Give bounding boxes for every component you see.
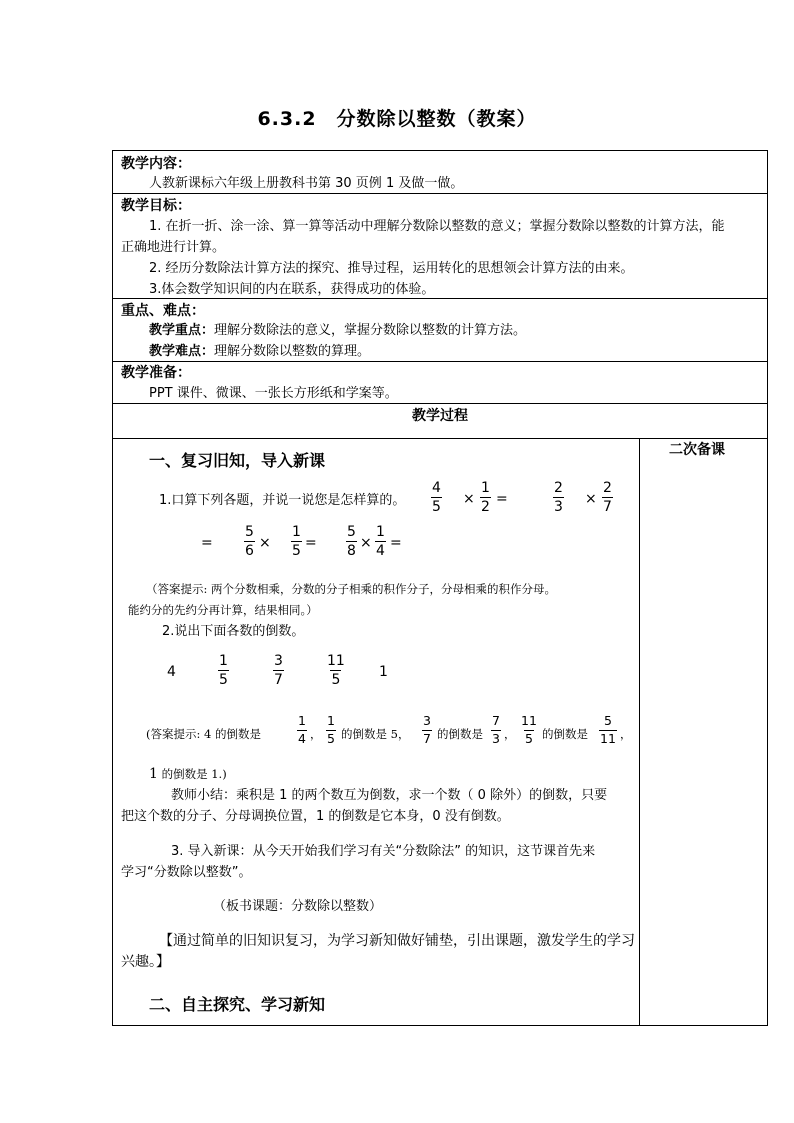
fraction: $\frac{1}{5}$ (219, 653, 228, 688)
goal-item-1-cont: 正确地进行计算。 (121, 240, 226, 255)
fraction: $\frac{3}{7}$ (423, 713, 431, 746)
fraction: $\frac{2}{3}$ (554, 480, 563, 515)
process-heading: 教学过程 (412, 408, 468, 424)
focus-label: 教学重点： (149, 323, 215, 338)
fraction: $\frac{2}{7}$ (603, 480, 612, 515)
q2-hint-text: 的倒数是 1.) (161, 767, 227, 781)
fraction: $\frac{5}{8}$ (347, 524, 356, 559)
row-divider (113, 403, 767, 404)
lesson-plan-table (112, 150, 768, 1026)
q2-hint-line2 (149, 767, 227, 781)
document-title: 6.3.2 分数除以整数（教案） (257, 108, 537, 130)
row-divider (113, 438, 767, 439)
prep-heading: 教学准备： (121, 365, 191, 381)
side-column-heading: 二次备课 (669, 442, 725, 458)
reciprocal-item: 4 (167, 664, 176, 680)
fraction: $\frac{11}{5}$ (327, 653, 345, 688)
difficulty-label: 教学难点： (149, 344, 215, 359)
q2-hint-text: 的倒数是 5， (341, 727, 410, 741)
fraction: $\frac{11}{5}$ (521, 713, 537, 746)
teacher-summary-line1: 教师小结：乘积是 1 的两个数互为倒数，求一个数（ 0 除外）的倒数，只要 (171, 788, 608, 803)
content-heading: 教学内容： (121, 156, 191, 172)
fraction: $\frac{1}{5}$ (327, 713, 335, 746)
times-sign: × (360, 535, 372, 551)
fraction: $\frac{3}{7}$ (274, 653, 283, 688)
prep-text: PPT 课件、微课、一张长方形纸和学案等。 (149, 386, 398, 401)
q2-hint-number: 1 (149, 766, 158, 782)
difficulty-text: 理解分数除以整数的算理。 (214, 344, 371, 359)
q2-hint-text: 的倒数是 (437, 727, 483, 741)
equals-sign: = (305, 535, 317, 551)
q2-hint-end: ， (620, 727, 632, 741)
fraction: $\frac{5}{6}$ (245, 524, 254, 559)
reciprocal-item: 1 (379, 664, 388, 680)
design-remark-line1: 【通过简单的旧知识复习，为学习新知做好铺垫，引出课题，激发学生的学习 (159, 933, 635, 949)
column-divider (639, 438, 640, 1025)
content-text: 人教新课标六年级上册教科书第 30 页例 1 及做一做。 (149, 176, 464, 191)
question-3-line1: 3. 导入新课：从今天开始我们学习有关“分数除法” 的知识，这节课首先来 (171, 844, 596, 859)
equals-sign: = (496, 491, 508, 507)
goal-item-2: 2. 经历分数除法计算方法的探究、推导过程，运用转化的思想领会计算方法的由来。 (149, 261, 634, 276)
key-points-heading: 重点、难点： (121, 303, 205, 319)
row-divider (113, 361, 767, 362)
goal-item-1: 1. 在折一折、涂一涂、算一算等活动中理解分数除以整数的意义；掌握分数除以整数的计算方法，能 (149, 219, 725, 234)
goal-item-3: 3.体会数学知识间的内在联系，获得成功的体验。 (149, 282, 435, 297)
q2-hint-text: 的倒数是 (542, 727, 588, 741)
equals-sign: = (390, 535, 402, 551)
section1-title: 一、复习旧知，导入新课 (149, 451, 326, 470)
fraction: $\frac{7}{3}$ (492, 713, 500, 746)
fraction: $\frac{5}{11}$ (600, 713, 616, 746)
section2-title: 二、自主探究、学习新知 (149, 995, 326, 1014)
q2-hint-prefix: (答案提示: 4 的倒数是 (146, 727, 261, 741)
question-1-text: 1.口算下列各题，并说一说您是怎样算的。 (159, 493, 406, 508)
times-sign: × (259, 535, 271, 551)
teacher-summary-line2: 把这个数的分子、分母调换位置，1 的倒数是它本身，0 没有倒数。 (121, 809, 510, 824)
board-title: （板书课题：分数除以整数） (213, 899, 383, 914)
fraction: $\frac{1}{5}$ (292, 524, 301, 559)
row-divider (113, 193, 767, 194)
times-sign: × (585, 491, 597, 507)
fraction: $\frac{1}{4}$ (298, 713, 306, 746)
q2-hint-sep: ， (504, 727, 516, 741)
question-3-line2: 学习“分数除以整数”。 (121, 865, 252, 880)
difficulty-row (149, 345, 370, 358)
fraction: $\frac{4}{5}$ (432, 480, 441, 515)
q1-hint-line1: （答案提示: 两个分数相乘，分数的分子相乘的积作分子，分母相乘的积作分母。 (146, 582, 557, 596)
fraction: $\frac{1}{4}$ (376, 524, 385, 559)
focus-text: 理解分数除法的意义，掌握分数除以整数的计算方法。 (214, 323, 527, 338)
times-sign: × (463, 491, 475, 507)
question-2-text: 2.说出下面各数的倒数。 (162, 624, 305, 639)
equals-sign: = (201, 535, 213, 551)
fraction: $\frac{1}{2}$ (481, 480, 490, 515)
design-remark-line2: 兴趣。】 (121, 954, 170, 970)
row-divider (113, 298, 767, 299)
goals-heading: 教学目标： (121, 198, 191, 214)
q2-hint-sep: ， (310, 727, 322, 741)
focus-row (149, 324, 526, 337)
q1-hint-line2: 能约分的先约分再计算，结果相同。） (128, 603, 318, 617)
